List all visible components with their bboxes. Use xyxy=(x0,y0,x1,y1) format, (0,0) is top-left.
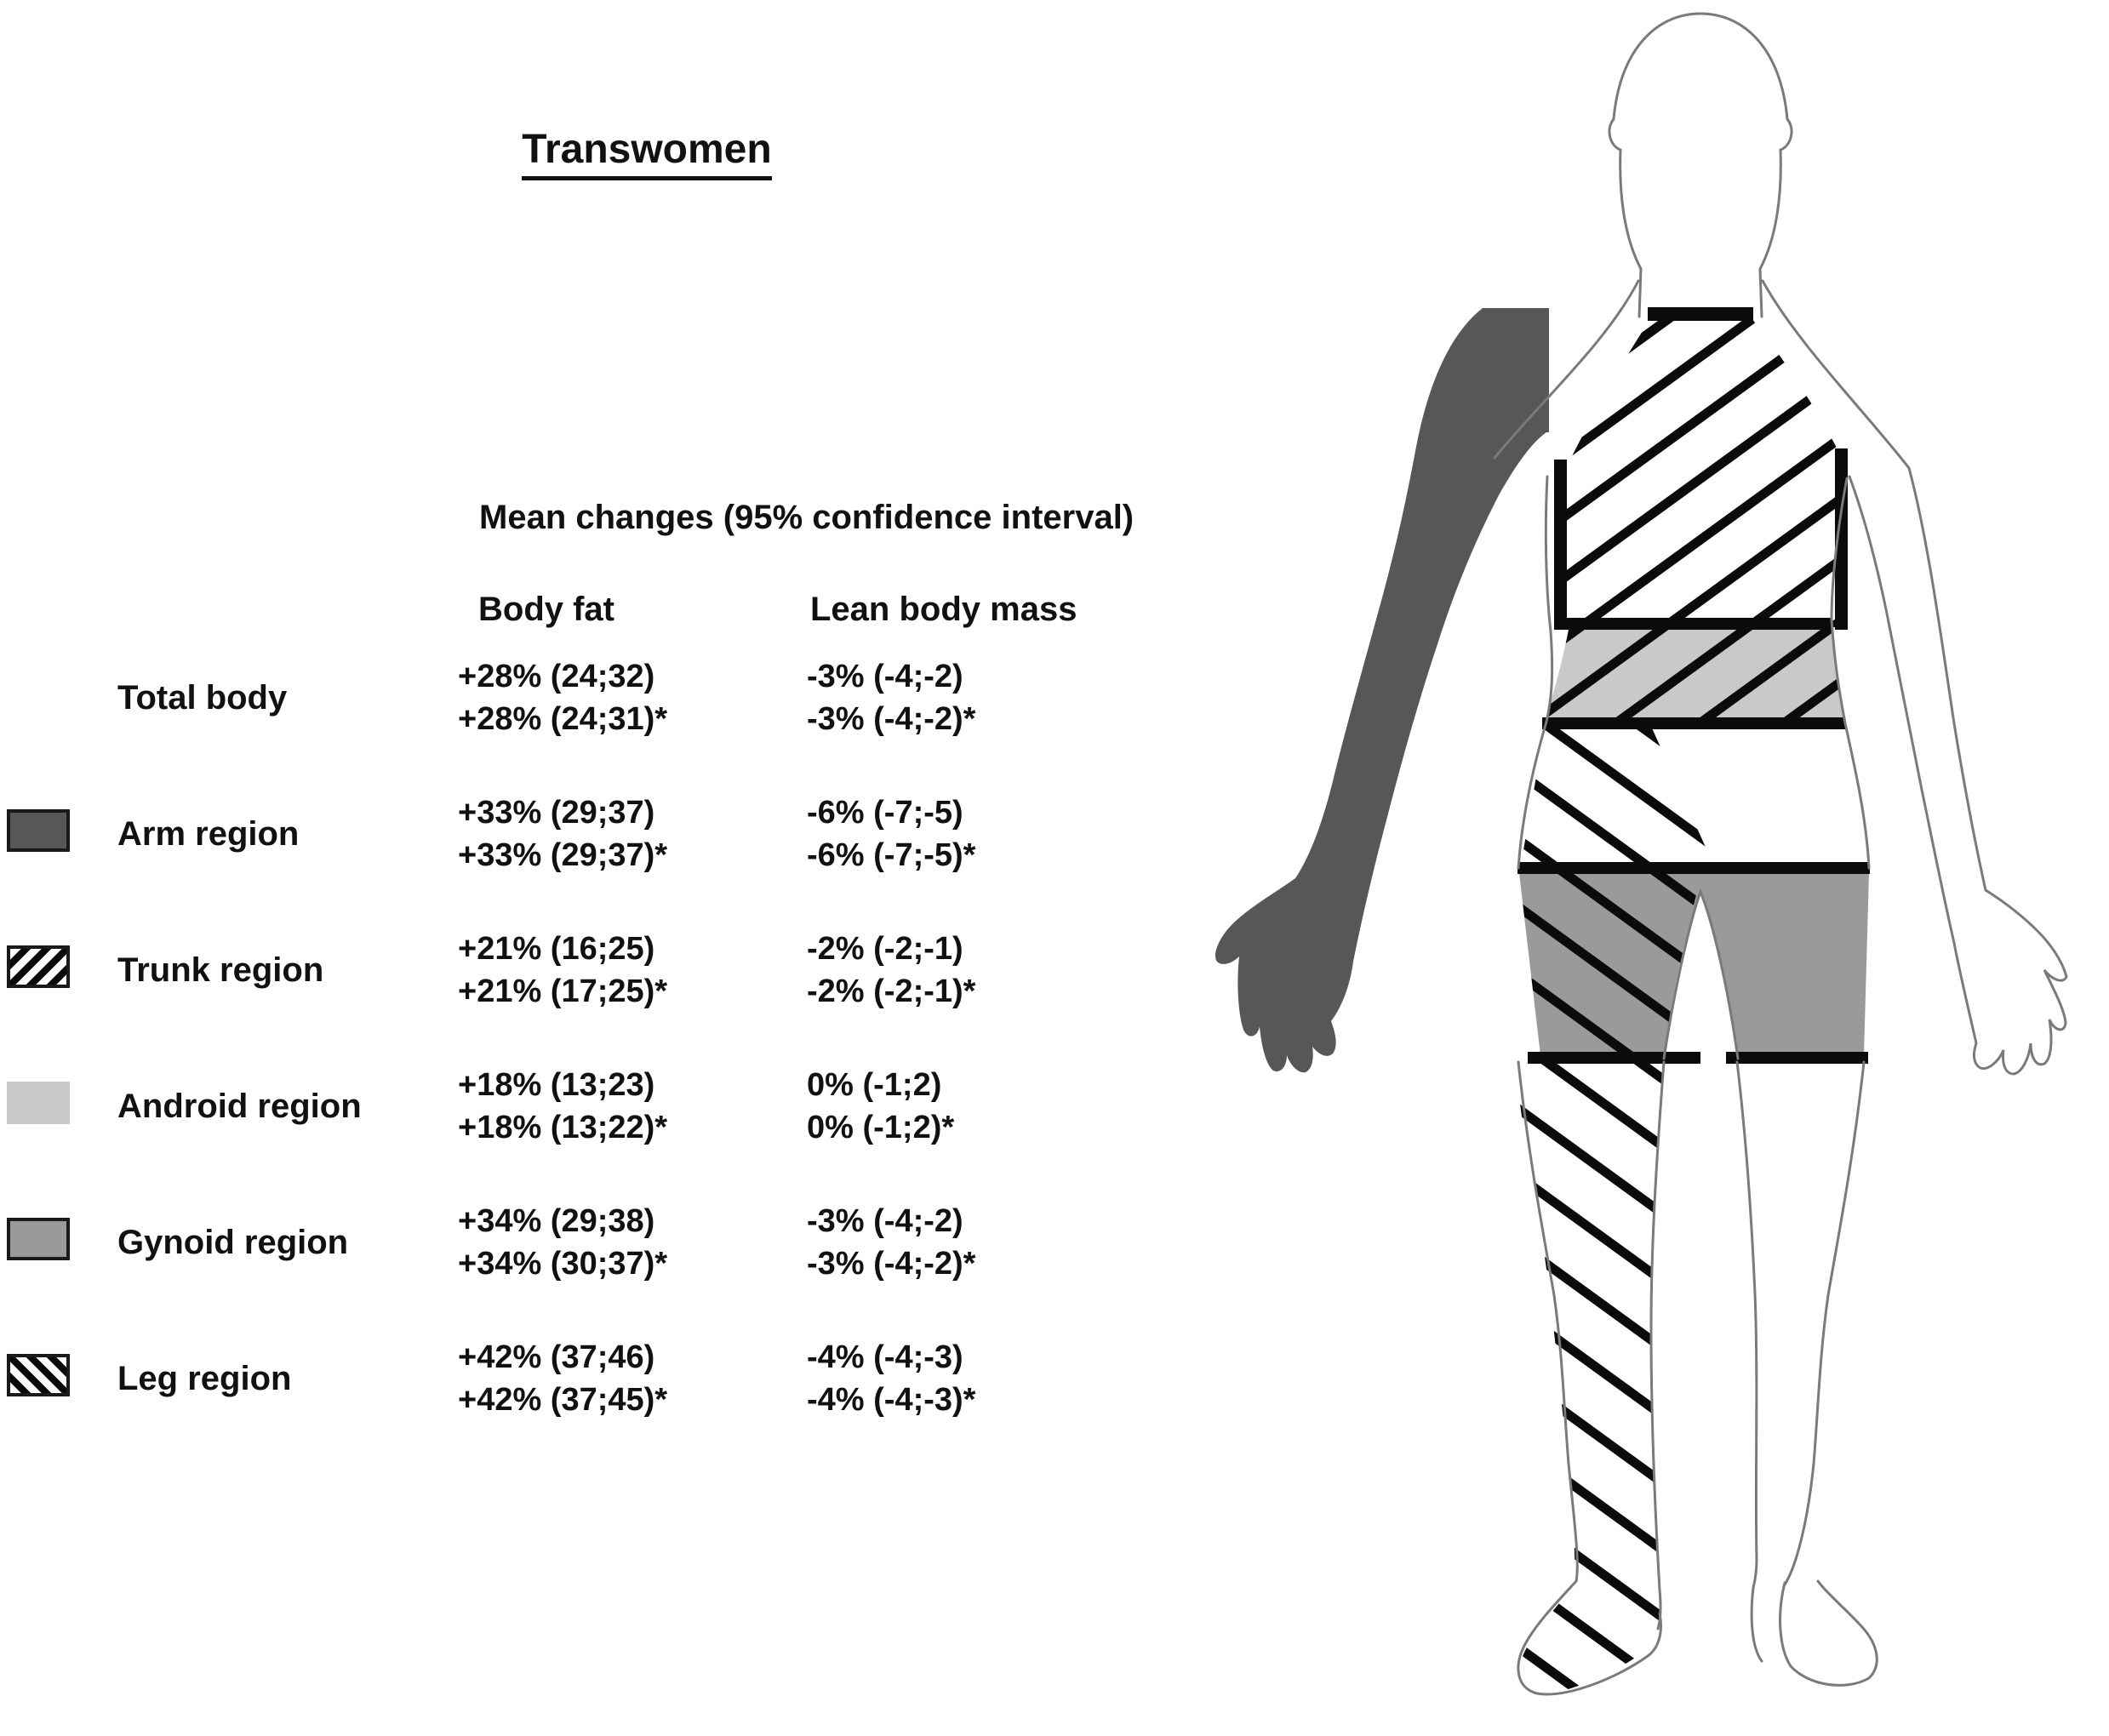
table-header: Mean changes (95% confidence interval) xyxy=(479,499,1135,536)
gynoid-left-hatch xyxy=(1519,873,1702,1055)
outline-right-foot xyxy=(1780,1581,1878,1685)
body-fat-line-2: +34% (30;37)* xyxy=(458,1246,668,1282)
lean-mass-values xyxy=(807,1336,1147,1421)
body-fat-line-1: +34% (29;38) xyxy=(458,1203,655,1239)
android-region-hatch xyxy=(1546,630,1843,720)
body-fat-line-1: +33% (29;37) xyxy=(458,795,655,831)
lean-mass-line-2: 0% (-1;2)* xyxy=(807,1110,955,1145)
android-bottom-bar xyxy=(1542,717,1845,729)
lean-mass-line-2: -4% (-4;-3)* xyxy=(807,1382,976,1418)
body-fat-line-1: +18% (13;23) xyxy=(458,1067,655,1103)
arm-region-silhouette xyxy=(1215,308,1549,1072)
table-row xyxy=(0,1038,1192,1174)
table-row xyxy=(0,1174,1192,1311)
lean-mass-values xyxy=(807,1200,1147,1285)
gynoid-top-bar xyxy=(1517,862,1870,874)
lean-mass-line-2: -2% (-2;-1)* xyxy=(807,974,976,1009)
region-label: Trunk region xyxy=(117,951,324,989)
lean-mass-line-1: -6% (-7;-5) xyxy=(807,795,963,831)
body-fat-line-2: +28% (24;31)* xyxy=(458,701,668,737)
lean-mass-values xyxy=(807,791,1147,877)
column-header-body-fat: Body fat xyxy=(478,591,614,628)
table-row xyxy=(0,1311,1192,1447)
trunk-left-border xyxy=(1554,460,1567,630)
body-fat-values xyxy=(458,1200,798,1285)
legend-swatch-gynoid xyxy=(7,1218,70,1260)
body-fat-line-2: +21% (17;25)* xyxy=(458,974,668,1009)
lean-mass-values xyxy=(807,1064,1147,1149)
body-fat-line-2: +42% (37;45)* xyxy=(458,1382,668,1418)
outline-head xyxy=(1609,14,1792,317)
column-header-lean-body-mass: Lean body mass xyxy=(810,591,1077,628)
region-label: Arm region xyxy=(117,814,300,853)
legend-swatch-arm xyxy=(7,809,70,852)
trunk-region-hatch xyxy=(1566,318,1841,627)
region-label: Android region xyxy=(117,1087,362,1125)
body-fat-values xyxy=(458,1336,798,1421)
legend-swatch-leg xyxy=(7,1354,70,1396)
region-label: Total body xyxy=(117,678,288,717)
body-fat-line-1: +21% (16;25) xyxy=(458,931,655,967)
android-top-bar xyxy=(1567,618,1832,630)
body-fat-values xyxy=(458,791,798,877)
lean-mass-line-1: -2% (-2;-1) xyxy=(807,931,963,967)
table-row xyxy=(0,630,1192,766)
legend-swatch-trunk xyxy=(7,945,70,988)
figure-title xyxy=(472,126,821,180)
lean-mass-line-2: -3% (-4;-2)* xyxy=(807,1246,976,1282)
gynoid-bottom-bar-right xyxy=(1726,1052,1868,1064)
legend-swatch-android xyxy=(7,1082,70,1124)
body-fat-line-1: +28% (24;32) xyxy=(458,659,655,694)
outline-right-leg-outer xyxy=(1785,1062,1864,1585)
body-fat-values xyxy=(458,928,798,1013)
hip-left-hatch xyxy=(1520,722,1716,870)
figure-title-text: Transwomen xyxy=(522,126,771,180)
body-fat-values xyxy=(458,1064,798,1149)
region-label: Leg region xyxy=(117,1359,292,1397)
table-row xyxy=(0,766,1192,902)
table-row xyxy=(0,902,1192,1038)
neckline-bar xyxy=(1648,307,1753,321)
body-fat-line-1: +42% (37;46) xyxy=(458,1339,655,1375)
lean-mass-line-2: -6% (-7;-5)* xyxy=(807,837,976,873)
lean-mass-line-1: -3% (-4;-2) xyxy=(807,659,963,694)
lean-mass-values xyxy=(807,928,1147,1013)
body-fat-line-2: +18% (13;22)* xyxy=(458,1110,668,1145)
body-fat-values xyxy=(458,655,798,740)
lean-mass-line-1: 0% (-1;2) xyxy=(807,1067,942,1103)
lean-mass-values xyxy=(807,655,1147,740)
lean-mass-line-1: -3% (-4;-2) xyxy=(807,1203,963,1239)
outline-right-torso xyxy=(1832,478,1869,868)
leg-region-hatch xyxy=(1517,1062,1664,1693)
lean-mass-line-2: -3% (-4;-2)* xyxy=(807,701,976,737)
outline-right-leg-inner xyxy=(1737,1062,1762,1661)
region-label: Gynoid region xyxy=(117,1223,349,1261)
lean-mass-line-1: -4% (-4;-3) xyxy=(807,1339,963,1375)
outline-right-arm-hand xyxy=(1849,468,2066,1074)
body-diagram xyxy=(1192,0,2109,1736)
gynoid-bottom-bar-left xyxy=(1528,1052,1700,1064)
body-fat-line-2: +33% (29;37)* xyxy=(458,837,668,873)
